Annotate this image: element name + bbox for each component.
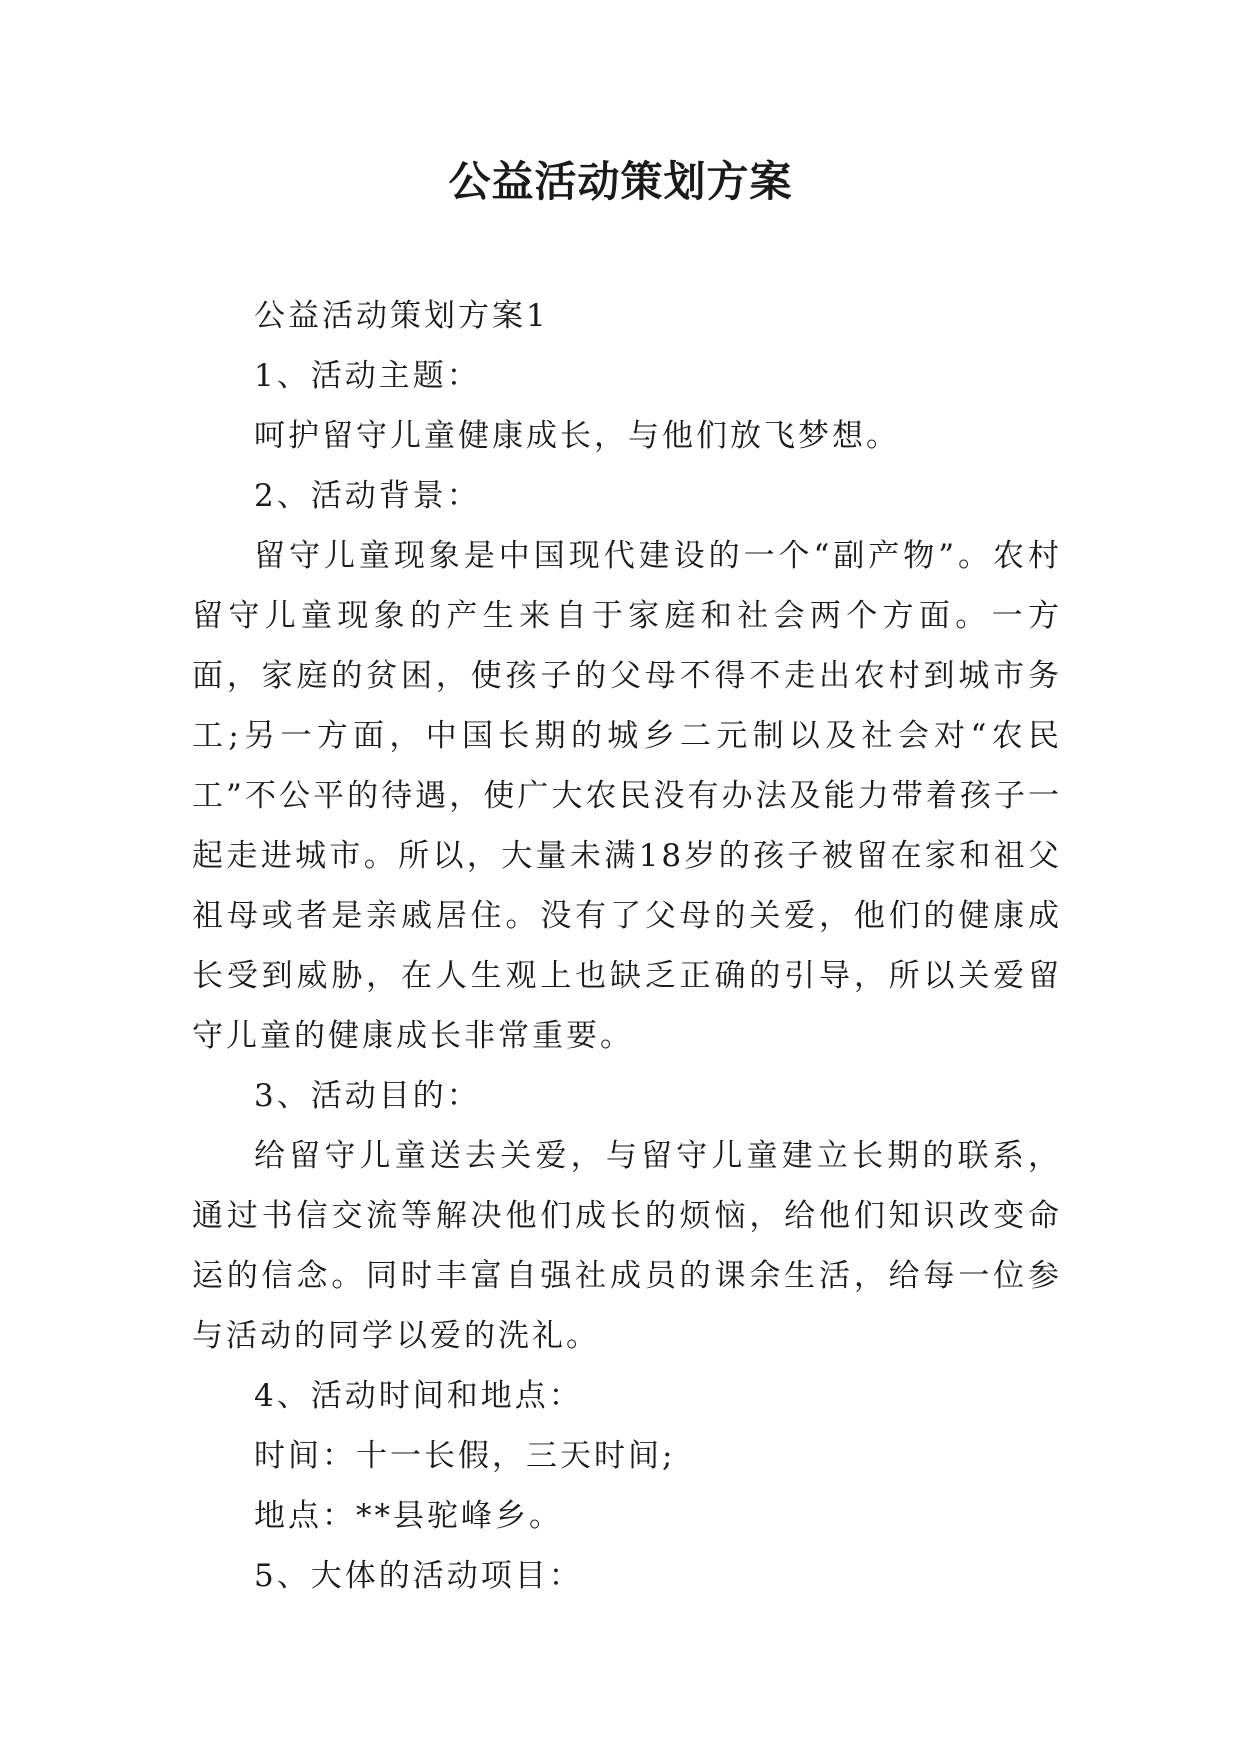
document-title: 公益活动策划方案 — [448, 157, 793, 206]
paragraph-time: 时间：十一长假，三天时间; — [254, 1438, 676, 1474]
paragraph-theme-heading: 1、活动主题： — [254, 358, 481, 394]
document-body — [192, 286, 1062, 1606]
paragraph-projects-heading: 5、大体的活动项目： — [254, 1558, 583, 1594]
paragraph-purpose: 给留守儿童送去关爱，与留守儿童建立长期的联系，通过书信交流等解决他们成长的烦恼，给他们知识改变命运的信念。同时丰富自强社成员的课余生活，给每一位参与活动的同学以爱的洗礼。 — [192, 1138, 1062, 1354]
paragraph-background: 留守儿童现象是中国现代建设的一个“副产物”。农村留守儿童现象的产生来自于家庭和社会两个方面。一方面，家庭的贫困，使孩子的父母不得不走出农村到城市务工;另一方面，中国长期的城乡二元制以及社会对“农民工”不公平的待遇，使广大农民没有办法及能力带着孩子一起走进城市。所以，大量未满18岁的孩子被留在家和祖父祖母或者是亲戚居住。没有了父母的关爱，他们的健康成长受到威胁，在人生观上也缺乏正确的引导，所以关爱留守儿童的健康成长非常重要。 — [192, 538, 1062, 1054]
paragraph-place: 地点：**县驼峰乡。 — [254, 1498, 563, 1534]
paragraph-plan-heading: 公益活动策划方案1 — [254, 298, 549, 334]
paragraph-time-place-heading: 4、活动时间和地点： — [254, 1378, 583, 1414]
paragraph-purpose-heading: 3、活动目的： — [254, 1078, 481, 1114]
paragraph-background-heading: 2、活动背景： — [254, 478, 481, 514]
paragraph-theme: 呵护留守儿童健康成长，与他们放飞梦想。 — [254, 418, 900, 454]
